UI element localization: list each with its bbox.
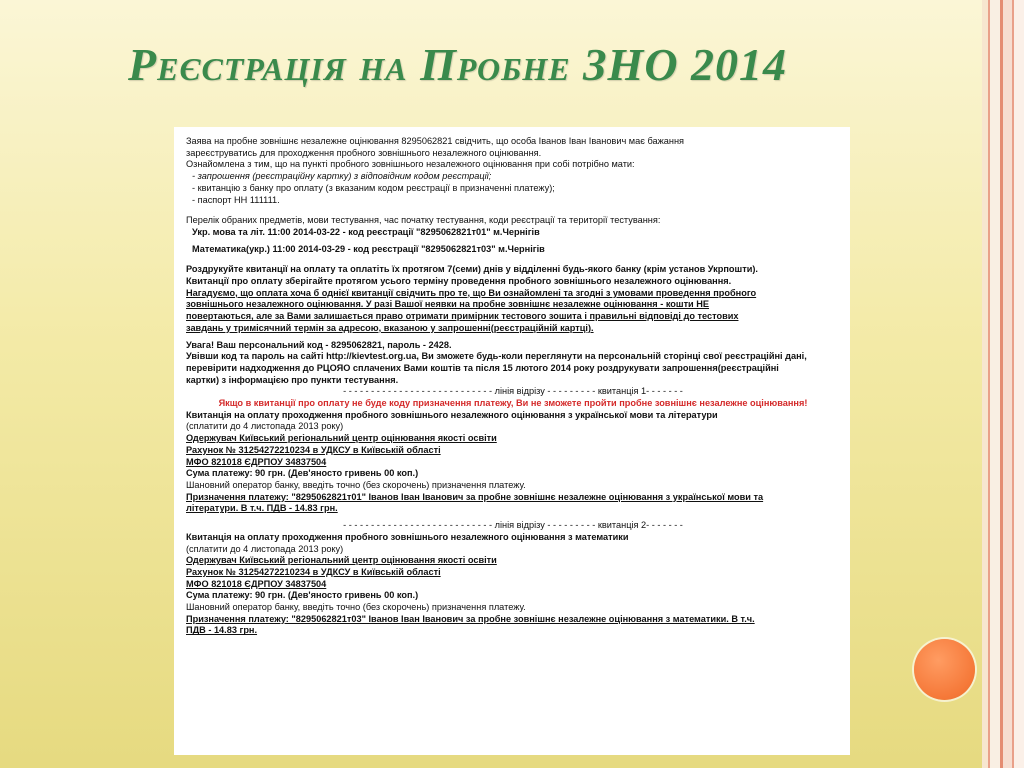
- warning-line: Якщо в квитанції про оплату не буде коду призначення платежу, Ви не зможете пройти пробне зовнішнє незалежне оцінювання!: [218, 398, 808, 409]
- receipt-2-account: Рахунок № 31254272210234 в УДКСУ в Київській області: [186, 566, 441, 577]
- receipt-1-title: Квитанція на оплату проходження пробного зовнішнього незалежного оцінювання з української мови та літератури: [186, 409, 718, 420]
- receipt-1-deadline: (сплатити до 4 листопада 2013 року): [186, 421, 344, 432]
- receipt-1-operator: Шановний оператор банку, введіть точно (без скорочень) призначення платежу.: [186, 479, 526, 490]
- doc-line: Заява на пробне зовнішнє незалежне оцінювання 8295062821 свідчить, що особа Іванов Іван Іванович має бажання: [186, 136, 684, 146]
- subject-line-2: Математика(укр.) 11:00 2014-03-29 - код реєстрації "8295062821т03" м.Чернігів: [192, 243, 545, 254]
- reminder-line: завдань у тримісячний термін за адресою, вказаною у запрошенні(реєстраційній картці).: [186, 322, 594, 333]
- attention-line: Увівши код та пароль на сайті http://kievtest.org.ua, Ви зможете будь-коли переглянути на персональній сторінці свої реєстраційні дані,: [186, 351, 807, 362]
- receipt-2-deadline: (сплатити до 4 листопада 2013 року): [186, 543, 344, 554]
- receipt-2-purpose: ПДВ - 14.83 грн.: [186, 625, 258, 636]
- decorative-stripes: [982, 0, 1024, 768]
- attention-line: Увага! Ваш персональний код - 8295062821, пароль - 2428.: [186, 339, 452, 350]
- slide-title: Реєстрація на Пробне ЗНО 2014: [128, 39, 788, 90]
- cut-line-2: - - - - - - - - - - - - - - - - - - - - - - - - - - - лінія відрізу - - - - - - - - - квитанція 2- - - - - - -: [343, 520, 683, 531]
- registration-document: [174, 127, 850, 755]
- doc-line: Ознайомлена з тим, що на пункті пробного зовнішнього незалежного оцінювання при собі потрібно мати:: [186, 159, 635, 170]
- receipt-1-recipient: Одержувач Київський регіональний центр оцінювання якості освіти: [186, 433, 497, 444]
- receipt-2-operator: Шановний оператор банку, введіть точно (без скорочень) призначення платежу.: [186, 602, 526, 613]
- receipt-1-sum: Сума платежу: 90 грн. (Дев'яносто гривень 00 коп.): [186, 468, 419, 479]
- subjects-header: Перелік обраних предметів, мови тестування, час початку тестування, коди реєстрації та території тестування:: [186, 215, 661, 226]
- receipt-1-account: Рахунок № 31254272210234 в УДКСУ в Київській області: [186, 444, 441, 455]
- receipt-2-recipient: Одержувач Київський регіональний центр оцінювання якості освіти: [186, 555, 497, 566]
- receipt-1-mfo: МФО 821018 ЄДРПОУ 34837504: [186, 456, 327, 467]
- doc-list-item: - запрошення (реєстраційну картку) з відповідним кодом реєстрації;: [192, 171, 492, 182]
- receipt-1-purpose: Призначення платежу: "8295062821т01" Іванов Іван Іванович за пробне зовнішнє незалежне оцінювання з української мови та: [186, 491, 764, 502]
- receipt-1-purpose: літератури. В т.ч. ПДВ - 14.83 грн.: [186, 503, 338, 514]
- receipt-2-title: Квитанція на оплату проходження пробного зовнішнього незалежного оцінювання з математики: [186, 531, 629, 542]
- reminder-line: Нагадуємо, що оплата хоча б однієї квитанції свідчить про те, що Ви ознайомлені та згодні з умовами проведення пробного: [186, 287, 757, 298]
- reminder-line: зовнішнього незалежного оцінювання. У разі Вашої неявки на пробне зовнішнє незалежне оцінювання - кошти НЕ: [186, 299, 710, 310]
- reminder-line: повертаються, але за Вами залишається право отримати примірник тестового зошита і правильні відповіді до тестових: [186, 311, 739, 322]
- attention-line: перевірити надходження до РЦОЯО сплачених Вами коштів та після 15 лютого 2014 року роздрукувати запрошення(реєстраційні: [186, 362, 779, 373]
- receipt-2-purpose: Призначення платежу: "8295062821т03" Іванов Іван Іванович за пробне зовнішнє незалежне оцінювання з математики. В т.ч.: [186, 613, 755, 624]
- cut-line-1: - - - - - - - - - - - - - - - - - - - - - - - - - - - лінія відрізу - - - - - - - - - квитанція 1- - - - - - -: [343, 386, 683, 397]
- doc-line: зареєструватись для проходження пробного зовнішнього незалежного оцінювання.: [186, 147, 542, 158]
- subject-line-1: Укр. мова та літ. 11:00 2014-03-22 - код реєстрації "8295062821т01" м.Чернігів: [192, 226, 540, 237]
- attention-line: картки) з інформацією про пункти тестування.: [186, 374, 399, 385]
- receipt-2-sum: Сума платежу: 90 грн. (Дев'яносто гривень 00 коп.): [186, 590, 419, 601]
- payment-instruction: Роздрукуйте квитанції на оплату та оплатіть їх протягом 7(семи) днів у відділенні будь-якого банку (крім установ Укрпошти).: [186, 264, 758, 275]
- payment-instruction: Квитанції про оплату зберігайте протягом усього терміну проведення пробного зовнішнього незалежного оцінювання.: [186, 276, 732, 287]
- decorative-circle: [914, 639, 975, 700]
- doc-list-item: - квитанцію з банку про оплату (з вказаним кодом реєстрації в призначенні платежу);: [192, 182, 555, 193]
- receipt-2-mfo: МФО 821018 ЄДРПОУ 34837504: [186, 578, 327, 589]
- doc-list-item: - паспорт НН 111111.: [192, 194, 280, 205]
